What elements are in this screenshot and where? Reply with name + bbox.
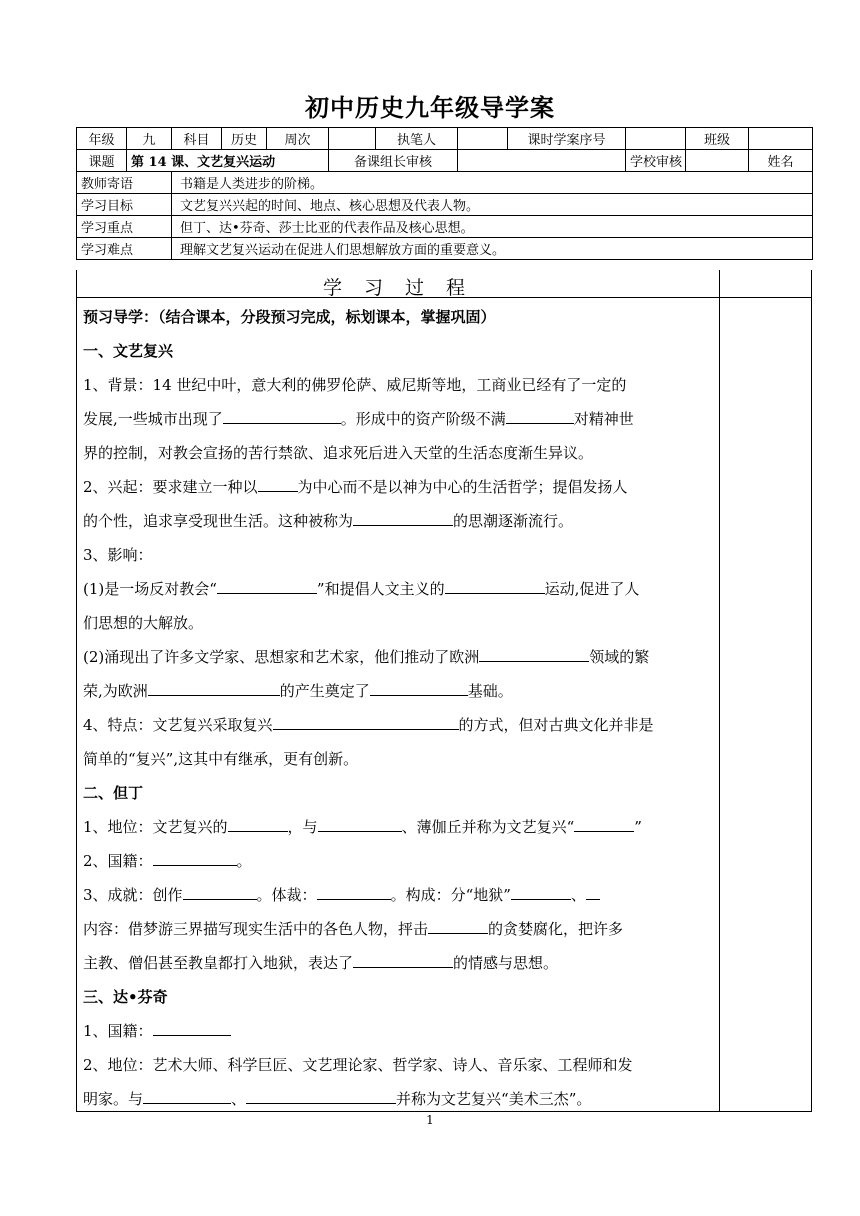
s3-nationality-line: 1、国籍： bbox=[83, 1014, 711, 1048]
class-label: 班级 bbox=[686, 128, 749, 150]
week-value[interactable] bbox=[329, 128, 376, 150]
s3-status-line-1: 2、地位：艺术大师、科学巨匠、文艺理论家、哲学家、诗人、音乐家、工程师和发 bbox=[83, 1056, 633, 1074]
blank-emergence[interactable] bbox=[148, 677, 280, 696]
s2-status-line: 1、地位：文艺复兴的 ，与 、薄伽丘并称为文艺复兴“ ” bbox=[83, 810, 711, 844]
blank-title[interactable] bbox=[574, 813, 634, 832]
blank-dante-status[interactable] bbox=[228, 813, 288, 832]
s2-nationality-line: 2、国籍： 。 bbox=[83, 844, 711, 878]
blank-center[interactable] bbox=[258, 473, 298, 492]
difficulty-value: 理解文艺复兴运动在促进人们思想解放方面的重要意义。 bbox=[172, 238, 813, 260]
s1-feature-line-2: 简单的“复兴”,这其中有继承，更有创新。 bbox=[83, 750, 359, 768]
grade-value: 九 bbox=[127, 128, 172, 150]
topic-value: 第 14 课、文艺复兴运动 bbox=[127, 150, 329, 172]
intro-line: 预习导学：（结合课本，分段预习完成，标划课本，掌握巩固） bbox=[83, 308, 496, 326]
s1-impact-2-line-2: 荣,为欧洲 的产生奠定了 基础。 bbox=[83, 674, 711, 708]
blank-thought[interactable] bbox=[353, 507, 453, 526]
blank-master-2[interactable] bbox=[246, 1085, 396, 1104]
blank-master-1[interactable] bbox=[143, 1085, 231, 1104]
author-label: 执笔人 bbox=[376, 128, 458, 150]
blank-dissatisfied[interactable] bbox=[506, 405, 574, 424]
blank-movement[interactable] bbox=[445, 575, 545, 594]
process-content bbox=[83, 300, 711, 1116]
blank-field[interactable] bbox=[479, 643, 589, 662]
message-value: 书籍是人类进步的阶梯。 bbox=[172, 172, 813, 194]
info-table bbox=[76, 127, 813, 260]
blank-genre[interactable] bbox=[317, 881, 391, 900]
process-title: 学 习 过 程 bbox=[322, 277, 474, 299]
blank-dante-nationality[interactable] bbox=[153, 847, 237, 866]
blank-revival[interactable] bbox=[273, 711, 459, 730]
serial-value[interactable] bbox=[626, 128, 686, 150]
s1-feature-line-1: 4、特点：文艺复兴采取复兴 的方式，但对古典文化并非是 bbox=[83, 708, 711, 742]
blank-emotion[interactable] bbox=[353, 949, 453, 968]
author-value[interactable] bbox=[458, 128, 508, 150]
class-value[interactable] bbox=[749, 128, 813, 150]
blank-church[interactable] bbox=[217, 575, 317, 594]
key-label: 学习重点 bbox=[77, 216, 172, 238]
blank-work[interactable] bbox=[183, 881, 257, 900]
notes-column-divider bbox=[719, 270, 720, 1111]
goal-value: 文艺复兴兴起的时间、地点、核心思想及代表人物。 bbox=[172, 194, 813, 216]
s1-background-line-1: 1、背景：14 世纪中叶，意大利的佛罗伦萨、威尼斯等地，工商业已经有了一定的 bbox=[83, 376, 627, 394]
blank-peer[interactable] bbox=[318, 813, 402, 832]
blank-parts[interactable] bbox=[511, 881, 571, 900]
name-label: 姓名 bbox=[749, 150, 813, 172]
blank-foundation[interactable] bbox=[370, 677, 468, 696]
s1-impact-1-line-1: (1)是一场反对教会“ ”和提倡人文主义的 运动,促进了人 bbox=[83, 572, 711, 606]
s1-background-line-2: 发展,一些城市出现了 。形成中的资产阶级不满 对精神世 bbox=[83, 402, 711, 436]
s2-achievement-line-2: 内容：借梦游三界描写现实生活中的各色人物，抨击 的贪婪腐化，把许多 bbox=[83, 912, 711, 946]
s1-impact-title: 3、影响： bbox=[83, 546, 153, 564]
s1-rise-line-1: 2、兴起：要求建立一种以 为中心而不是以神为中心的生活哲学；提倡发扬人 bbox=[83, 470, 711, 504]
difficulty-label: 学习难点 bbox=[77, 238, 172, 260]
page-title: 初中历史九年级导学案 bbox=[305, 93, 555, 122]
blank-davinci-nationality[interactable] bbox=[153, 1017, 231, 1036]
s1-impact-1-line-2: 们思想的大解放。 bbox=[83, 614, 204, 632]
subject-label: 科目 bbox=[172, 128, 222, 150]
grade-label: 年级 bbox=[77, 128, 127, 150]
process-header bbox=[77, 270, 811, 298]
s1-rise-line-2: 的个性，追求享受现世生活。这种被称为 的思潮逐渐流行。 bbox=[83, 504, 711, 538]
blank-parts-more[interactable] bbox=[586, 881, 600, 900]
page-number: 1 bbox=[426, 1113, 434, 1127]
serial-label: 课时学案序号 bbox=[508, 128, 626, 150]
section-1-title: 一、文艺复兴 bbox=[83, 342, 174, 360]
review-label: 备课组长审核 bbox=[329, 150, 458, 172]
week-label: 周次 bbox=[267, 128, 329, 150]
s2-achievement-line-1: 3、成就：创作 。体裁： 。构成：分“地狱” 、 bbox=[83, 878, 711, 912]
goal-label: 学习目标 bbox=[77, 194, 172, 216]
s1-background-line-3: 界的控制，对教会宣扬的苦行禁欲、追求死后进入天堂的生活态度渐生异议。 bbox=[83, 444, 594, 462]
topic-label: 课题 bbox=[77, 150, 127, 172]
review-value[interactable] bbox=[458, 150, 626, 172]
message-label: 教师寄语 bbox=[77, 172, 172, 194]
blank-city[interactable] bbox=[223, 405, 341, 424]
school-review-value[interactable] bbox=[686, 150, 749, 172]
s2-achievement-line-3: 主教、僧侣甚至教皇都打入地狱，表达了 的情感与思想。 bbox=[83, 946, 711, 980]
s1-impact-2-line-1: (2)涌现出了许多文学家、思想家和艺术家，他们推动了欧洲 领域的繁 bbox=[83, 640, 711, 674]
section-3-title: 三、达•芬奇 bbox=[83, 988, 168, 1006]
s3-status-line-2: 明家。与 、 并称为文艺复兴“美术三杰”。 bbox=[83, 1082, 711, 1116]
school-review-label: 学校审核 bbox=[626, 150, 686, 172]
learning-process-box bbox=[76, 270, 812, 1112]
key-value: 但丁、达•芬奇、莎士比亚的代表作品及核心思想。 bbox=[172, 216, 813, 238]
subject-value: 历史 bbox=[222, 128, 267, 150]
section-2-title: 二、但丁 bbox=[83, 784, 144, 802]
blank-criticize[interactable] bbox=[428, 915, 488, 934]
